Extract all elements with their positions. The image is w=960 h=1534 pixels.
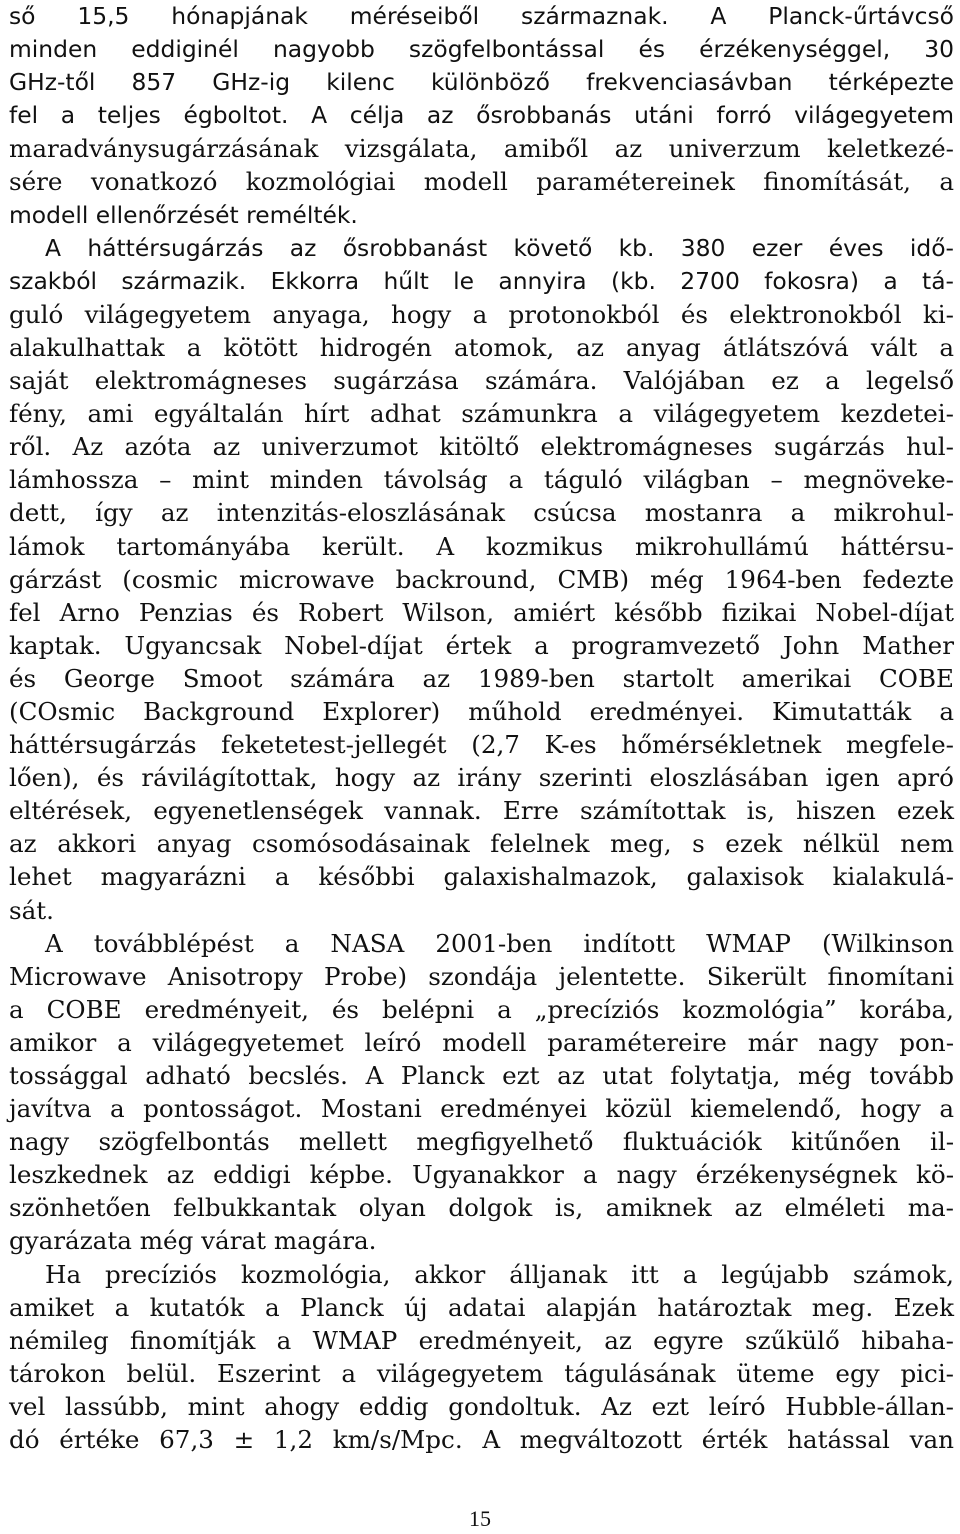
text-line: alakulhattak a kötött hidrogén atomok, az anyag átlátszóvá vált a — [9, 332, 954, 362]
text-line: a COBE eredményeit, és belépni a „precíziós kozmológia” korába, — [9, 994, 954, 1024]
text-line: dó értéke 67,3 ± 1,2 km/s/Mpc. A megváltozott érték hatással van — [9, 1425, 954, 1455]
text-line: sére vonatkozó kozmológiai modell paramétereinek finomítását, a — [9, 167, 954, 197]
paragraph — [9, 232, 954, 927]
text-line: némileg finomítják a WMAP eredményeit, az egyre szűkülő hibaha- — [9, 1325, 954, 1355]
text-line: szakból származik. Ekkorra hűlt le annyira (kb. 2700 fokosra) a tá- — [9, 266, 954, 295]
text-line: maradványsugárzásának vizsgálata, amiből az univerzum keletkezé- — [9, 134, 954, 164]
page-number: 15 — [469, 1506, 491, 1531]
text-line: fel a teljes égboltot. A célja az ősrobbanás utáni forró világegyetem — [9, 101, 954, 130]
paragraph — [9, 1258, 954, 1457]
text-line: minden eddiginél nagyobb szögfelbontással és érzékenységgel, 30 — [9, 35, 954, 64]
text-line: A továbblépést a NASA 2001-ben indított WMAP (Wilkinson — [45, 928, 954, 958]
document-body — [9, 0, 954, 1456]
paragraph — [9, 0, 954, 232]
text-line: lámhossza – mint minden távolság a táguló világban – megnöveke- — [9, 465, 954, 495]
text-line: vel lassúbb, mint ahogy eddig gondoltuk. Az ezt leíró Hubble-állan- — [9, 1391, 954, 1421]
text-line: eltérések, egyenetlenségek vannak. Erre számítottak is, hiszen ezek — [9, 796, 954, 826]
text-line: kaptak. Ugyancsak Nobel-díjat értek a programvezető John Mather — [9, 630, 954, 660]
text-line: A háttérsugárzás az ősrobbanást követő kb. 380 ezer éves idő- — [45, 233, 954, 262]
text-line: leszkednek az eddigi képbe. Ugyanakkor a nagy érzékenységnek kö- — [9, 1160, 954, 1190]
text-line: az akkori anyag csomósodásainak felelnek meg, s ezek nélkül nem — [9, 829, 954, 859]
text-line: sát. — [9, 895, 54, 925]
text-line: lehet magyarázni a későbbi galaxishalmazok, galaxisok kialakulá- — [9, 862, 954, 892]
paragraph — [9, 927, 954, 1258]
text-line: és George Smoot számára az 1989-ben startolt amerikai COBE — [9, 663, 954, 693]
text-line: amikor a világegyetemet leíró modell paramétereire már nagy pon- — [9, 1027, 954, 1057]
text-line: ső 15,5 hónapjának méréseiből származnak. A Planck-űrtávcső — [9, 2, 954, 30]
text-line: Microwave Anisotropy Probe) szondája jelentette. Sikerült finomítani — [9, 961, 954, 991]
text-line: Ha precíziós kozmológia, akkor álljanak itt a legújabb számok, — [45, 1259, 954, 1289]
text-line: tárokon belül. Eszerint a világegyetem tágulásának üteme egy pici- — [9, 1358, 954, 1388]
text-line: gárzást (cosmic microwave backround, CMB) még 1964-ben fedezte — [9, 564, 954, 594]
text-line: GHz-től 857 GHz-ig kilenc különböző frekvenciasávban térképezte — [9, 68, 954, 97]
text-line: saját elektromágneses sugárzása számára. Valójában ez a legelső — [9, 366, 954, 396]
text-line: fel Arno Penzias és Robert Wilson, amiért később fizikai Nobel-díjat — [9, 597, 954, 627]
text-line: gyarázata még várat magára. — [9, 1226, 377, 1256]
text-line: dett, így az intenzitás-eloszlásának csúcsa mostanra a mikrohul- — [9, 498, 954, 528]
text-line: háttérsugárzás feketetest-jellegét (2,7 K-es hőmérsékletnek megfele- — [9, 730, 954, 760]
text-line: amiket a kutatók a Planck új adatai alapján határoztak meg. Ezek — [9, 1292, 954, 1322]
text-line: szönhetően felbukkantak olyan dolgok is, amiknek az elméleti ma- — [9, 1193, 954, 1223]
text-line: tossággal adható becslés. A Planck ezt az utat folytatja, még tovább — [9, 1061, 954, 1090]
text-line: javítva a pontosságot. Mostani eredményei közül kiemelendő, hogy a — [9, 1094, 954, 1124]
text-line: ről. Az azóta az univerzumot kitöltő elektromágneses sugárzás hul- — [9, 432, 954, 462]
text-line: fény, ami egyáltalán hírt adhat számunkra a világegyetem kezdetei- — [9, 399, 954, 429]
text-line: modell ellenőrzését remélték. — [9, 200, 358, 229]
text-line: lámok tartományába került. A kozmikus mikrohullámú háttérsu- — [9, 531, 954, 561]
text-line: (COsmic Background Explorer) műhold eredményei. Kimutatták a — [9, 696, 954, 726]
text-line: guló világegyetem anyaga, hogy a protonokból és elektronokból ki- — [9, 299, 954, 329]
text-line: lően), és rávilágítottak, hogy az irány szerinti eloszlásában igen apró — [9, 763, 954, 793]
text-line: nagy szögfelbontás mellett megfigyelhető fluktuációk kitűnően il- — [9, 1127, 954, 1157]
